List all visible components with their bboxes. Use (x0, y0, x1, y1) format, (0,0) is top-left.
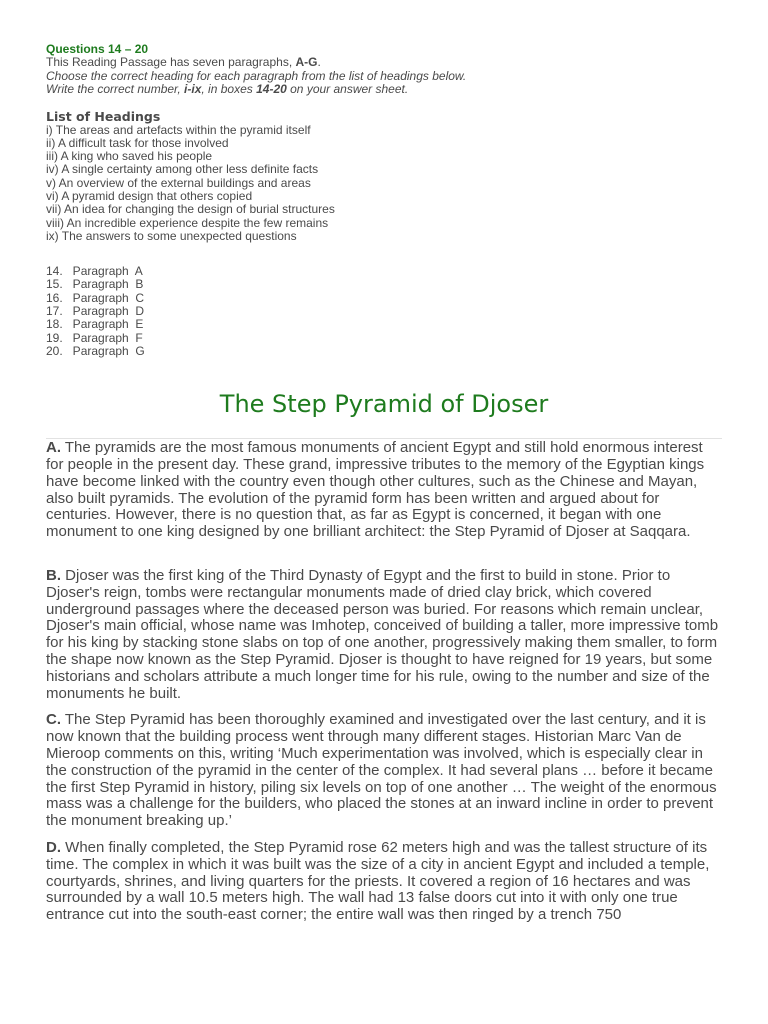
heading-item: vii) An idea for changing the design of burial structures (46, 202, 335, 217)
instruction-text: Write the correct number, (46, 82, 185, 96)
paragraph-question: 20. Paragraph G (46, 343, 145, 358)
paragraph-question: 18. Paragraph E (46, 317, 144, 332)
paragraph-question: 16. Paragraph C (46, 290, 145, 305)
instruction-bold: i-ix (184, 82, 202, 96)
paragraph-text: Djoser was the first king of the Third Dynasty of Egypt and the first to build in stone. Prior to Djoser's reign, tombs were rectangular monuments made of dried clay brick, which covered underground passages where the deceased person was buried. For reasons which remain unclear, Djoser's main official, whose name was Imhotep, conceived of building a taller, more impressive tomb for his king by stacking stone slabs on top of one another, progressively making them smaller, to form the shape now known as the Step Pyramid. Djoser is thought to have reigned for 19 years, but some historians and scholars attribute a much longer time for his rule, owing to the number and size of the monuments he built. (46, 567, 719, 702)
instruction-text: This Reading Passage has seven paragraphs, (46, 55, 296, 69)
paragraph-text: The pyramids are the most famous monuments of ancient Egypt and still hold enormous interest for people in the present day. These grand, impressive tributes to the memory of the Egyptian kings have become linked with the country even though other cultures, such as the Chinese and Mayan, also built pyramids. The evolution of the pyramid form has been written and argued about for centuries. However, there is no question that, as far as Egypt is concerned, it began with one monument to one king designed by one brilliant architect: the Step Pyramid of Djoser at Saqqara. (46, 439, 705, 541)
instruction-text: . (317, 55, 321, 69)
passage-paragraph-d (46, 840, 722, 924)
paragraph-question: 14. Paragraph A (46, 264, 143, 279)
heading-item: iii) A king who saved his people (46, 149, 213, 164)
paragraph-question: 17. Paragraph D (46, 304, 145, 319)
headings-list (46, 124, 722, 244)
heading-item: iv) A single certainty among other less definite facts (46, 162, 319, 177)
instruction-bold: 14-20 (256, 82, 287, 96)
heading-item: v) An overview of the external buildings and areas (46, 175, 311, 190)
instruction-line-2: Choose the correct heading for each paragraph from the list of headings below. (46, 68, 467, 83)
instruction-bold: A-G (295, 55, 318, 69)
paragraph-letter: A. (46, 439, 61, 457)
instruction-text: on your answer sheet. (286, 82, 409, 96)
heading-item: vi) A pyramid design that others copied (46, 188, 253, 203)
page-content (46, 42, 722, 924)
heading-item: i) The areas and artefacts within the pyramid itself (46, 122, 311, 137)
heading-item: ii) A difficult task for those involved (46, 135, 229, 150)
paragraph-text: The Step Pyramid has been thoroughly examined and investigated over the last century, and it is now known that the building process went through many different stages. Historian Marc Van de Mieroop comments on this, writing ‘Much experimentation was involved, which is especially clear in the construction of the pyramid in the center of the complex. It had several plans … before it became the first Step Pyramid in history, piling six levels on top of one another … The weight of the enormous mass was a challenge for the builders, who placed the stones at an inward incline in order to prevent the monument breaking up.’ (46, 711, 717, 830)
paragraph-text: When finally completed, the Step Pyramid rose 62 meters high and was the tallest structure of its time. The complex in which it was built was the size of a city in ancient Egypt and included a temple, courtyards, shrines, and living quarters for the priests. It covered a region of 16 hectares and was surrounded by a wall 10.5 meters high. The wall had 13 false doors cut into it with only one true entrance cut into the south-east corner; the entire wall was then ringed by a trench 750 (46, 838, 710, 924)
passage-paragraph-b (46, 568, 722, 702)
passage-title: The Step Pyramid of Djoser (219, 390, 549, 419)
instruction-line-3 (46, 83, 722, 97)
paragraph-letter: D. (46, 838, 61, 856)
instruction-text: , in boxes (201, 82, 257, 96)
paragraph-letter: C. (46, 711, 61, 729)
headings-title: List of Headings (46, 108, 161, 124)
paragraph-question: 15. Paragraph B (46, 277, 144, 292)
paragraph-letter: B. (46, 567, 61, 585)
passage-paragraph-a (46, 440, 722, 541)
paragraph-question: 19. Paragraph F (46, 330, 143, 345)
questions-title: Questions 14 – 20 (46, 42, 149, 56)
passage-paragraph-c (46, 712, 722, 830)
instruction-line-1 (46, 56, 722, 70)
heading-item: ix) The answers to some unexpected questions (46, 228, 297, 243)
heading-item: viii) An incredible experience despite the few remains (46, 215, 329, 230)
paragraph-question-list (46, 265, 722, 358)
